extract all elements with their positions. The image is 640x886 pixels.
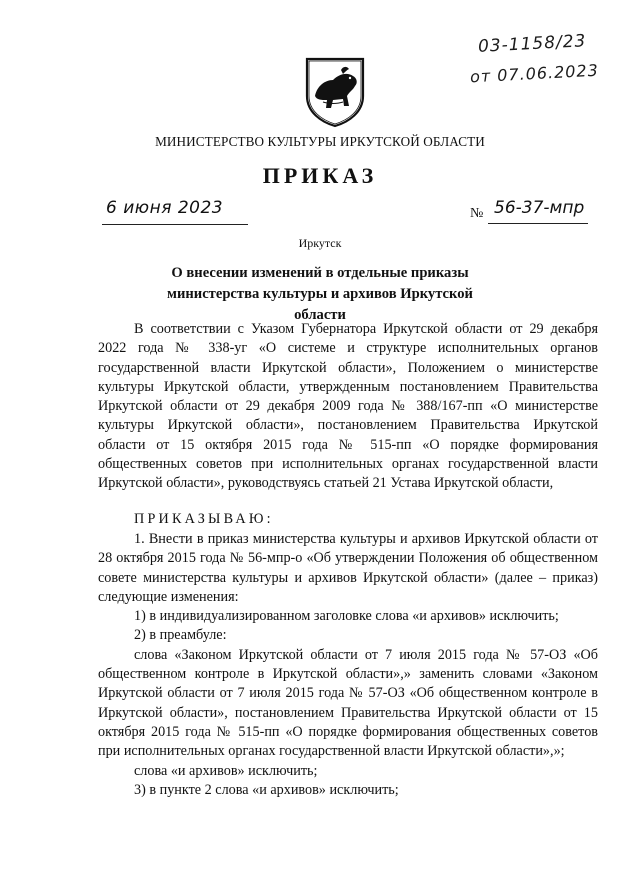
registration-number: 03-1158/23 (477, 31, 587, 57)
order-number-field (458, 200, 588, 224)
list-item: 1. Внести в приказ министерства культуры и архивов Иркутской области от 28 октября 2015 года № 56-мпр-о «Об утверждении Положения об общественном совете министерства культуры и архивов Иркутской области» (далее – приказ) следующие изменения: (98, 531, 598, 605)
coat-of-arms-icon (303, 56, 367, 128)
ministry-name: МИНИСТЕРСТВО КУЛЬТУРЫ ИРКУТСКОЙ ОБЛАСТИ (155, 134, 485, 149)
order-number-label: № (470, 206, 484, 221)
order-items (98, 530, 598, 800)
order-date-field (102, 200, 248, 225)
document-title (0, 263, 640, 326)
list-item: 3) в пункте 2 слова «и архивов» исключить; (134, 781, 399, 798)
list-item: 1) в индивидуализированном заголовке слова «и архивов» исключить; (134, 608, 559, 625)
order-number: 56-37-мпр (494, 198, 585, 218)
preamble (98, 320, 598, 494)
list-item: 2) в преамбуле: (134, 627, 227, 644)
preamble-paragraph: В соответствии с Указом Губернатора Иркутской области от 29 декабря 2022 года № 338-уг «О системе и структуре исполнительных органов государственной власти Иркутской области», Положением о министерстве культуры Иркутской области, утвержденным постановлением Правительства Иркутской области от 29 декабря 2009 года № 388/167-пп «О министерстве культуры Иркутской области», постановлением Правительства Иркутской области от 15 октября 2015 года № 515-пп «О порядке формирования общественных советов при исполнительных органах государственной власти Иркутской области», руководствуясь статьей 21 Устава Иркутской области, (98, 321, 598, 492)
list-item: слова «Законом Иркутской области от 7 июля 2015 года № 57-ОЗ «Об общественном контроле в Иркутской области»,» заменить словами «Законом Иркутской области от 7 июля 2015 года № 57-ОЗ «Об общественном контроле в Иркутской области», постановлением Правительства Иркутской области от 15 октября 2015 года № 515-пп «О порядке формирования общественных советов при исполнительных органах государственной власти Иркутской области»,»; (98, 646, 598, 760)
document-title-text: О внесении изменений в отдельные приказы министерства культуры и архивов Иркутской области (167, 265, 473, 323)
order-number-underline (488, 223, 588, 224)
document-type: ПРИКАЗ (262, 163, 378, 188)
list-item: слова «и архивов» исключить; (134, 762, 318, 779)
city: Иркутск (298, 236, 342, 250)
registration-date: от 07.06.2023 (469, 60, 600, 87)
order-date: 6 июня 2023 (106, 198, 224, 218)
decree-word: ПРИКАЗЫВАЮ: (134, 511, 274, 527)
